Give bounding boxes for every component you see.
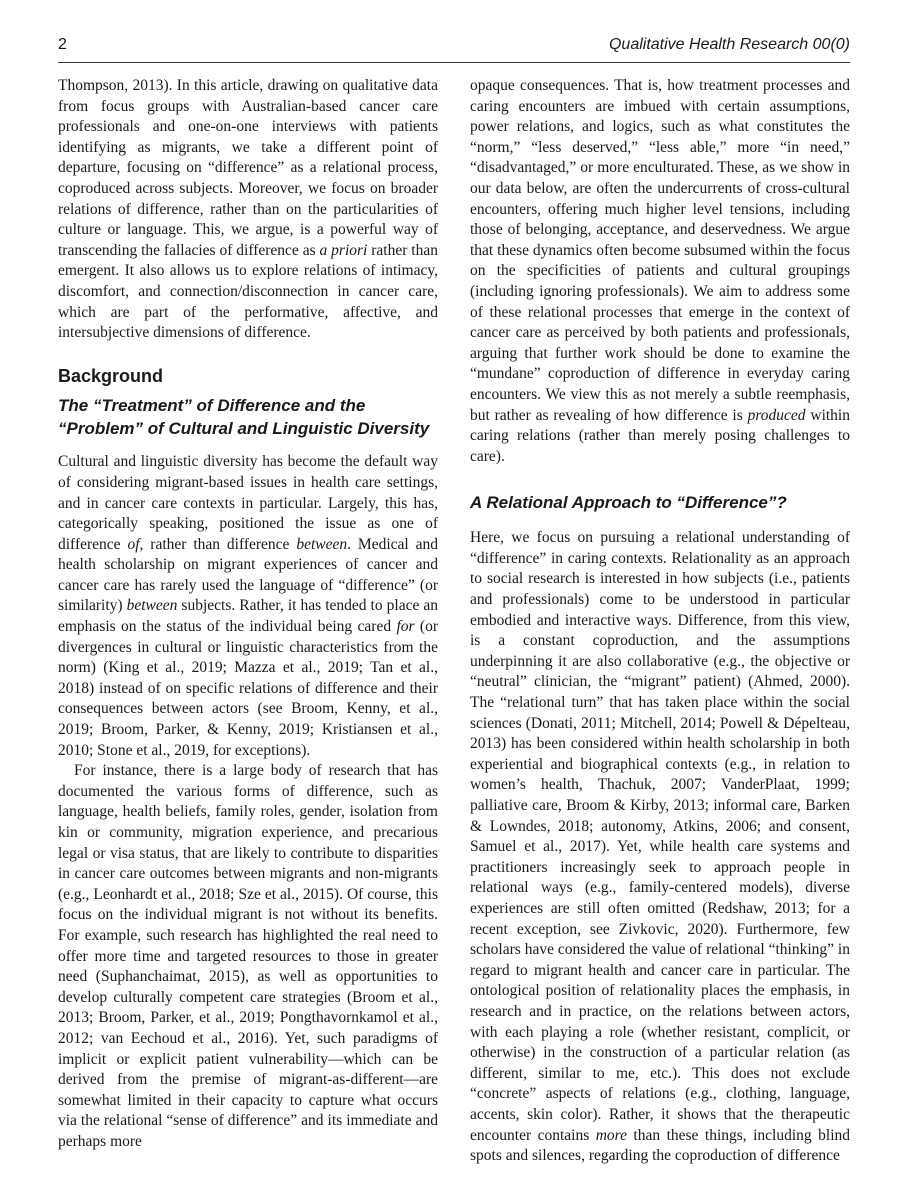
text-run: subjects. Rather, it has tended to place an emphasis on the status of the individual being cared [58, 597, 438, 636]
text-run: opaque consequences. That is, how treatment processes and caring encounters are imbued with certain assumptions, power relations, and logics, such as what constitutes the “norm,” “less deserved,” “less able,” more “in need,” “disadvantaged,” or more enculturated. These, as we show in our data below, are often the undercurrents of cross-cultural encounters, offering much higher level tensions, including those of belonging, acceptance, and deservedness. We argue that these dynamics often become subsumed within the focus on the specificities of patients and cultural groupings (including ignoring professionals). We aim to address some of these relational processes that emerge in the context of cancer care as perceived by both patients and professionals, arguing that further work should be done to examine the “mundane” coproduction of difference in everyday caring encounters. We view this as not merely a subtle reemphasis, but rather as revealing of how difference is [470, 77, 850, 424]
paragraph [58, 452, 438, 761]
italic-text-run: of [127, 535, 140, 553]
text-run: For instance, there is a large body of research that has documented the various forms of difference, such as language, health beliefs, family roles, gender, isolation from kin or community, migration experience, and precarious legal or visa status, that are likely to contribute to disparities in cancer care outcomes between migrants and non-migrants (e.g., Leonhardt et al., 2018; Sze et al., 2015). Of course, this focus on the individual migrant is not without its benefits. For example, such research has highlighted the real need to offer more time and targeted resources to those in greater need (Suphanchaimat, 2015), as well as opportunities to develop culturally competent care strategies (Broom et al., 2013; Broom, Parker, et al., 2019; Pongthavornkamol et al., 2012; van Eechoud et al., 2016). Yet, such paradigms of implicit or explicit patient vulnerability—which can be derived from the premise of migrant-as-different—are somewhat limited in their capacity to capture what occurs via the relational “sense of difference” and its immediate and perhaps more [58, 762, 438, 1150]
header-rule [58, 62, 850, 63]
journal-title: Qualitative Health Research 00(0) [608, 36, 850, 53]
subsection-heading: A Relational Approach to “Difference”? [470, 493, 787, 513]
text-run: than these things, including blind spots and silences, regarding the coproduction of difference [470, 1126, 850, 1165]
left-column [58, 76, 438, 1153]
paragraph [470, 76, 850, 467]
italic-text-run: produced [747, 406, 806, 424]
italic-text-run: between [296, 535, 348, 553]
subsection-heading: The “Treatment” of Difference and the “Problem” of Cultural and Linguistic Diversity [58, 396, 430, 439]
italic-text-run: for [396, 618, 415, 636]
italic-text-run: between [126, 597, 178, 615]
text-run: Here, we focus on pursuing a relational understanding of “difference” in caring contexts. Relationality as an approach to social research is interested in how subjects (i.e., patients and professionals) come to be understood in particular embodied and interactive ways. Difference, from this view, is a constant coproduction, and the assumptions underpinning it are also collaborative (e.g., the objective or “neutral” clinician, the “migrant” patient) (Ahmed, 2000). The “relational turn” that has taken place within the social sciences (Donati, 2011; Mitchell, 2014; Powell & Dépelteau, 2013) has been considered within health scholarship in both experiential and biographical contexts (e.g., in relation to women’s health, Thachuk, 2007; VanderPlaat, 1999; palliative care, Broom & Kirby, 2013; informal care, Barken & Lowndes, 2018; autonomy, Atkins, 2006; and consent, Samuel et al., 2017). Yet, while health care systems and practitioners increasingly seek to approach people in relational ways (e.g., family-centered models), diverse experiences are still often omitted (Redshaw, 2013; for a recent exception, see Zivkovic, 2020). Furthermore, few scholars have considered the value of relational “thinking” in regard to migrant health and cancer care in particular. The ontological position of relationality places the emphasis, in research and in practice, on the relations between actors, with each playing a role (whether resistant, complicit, or otherwise) in the construction of a particular relation (as different, similar to me, etc.). This does not exclude “concrete” aspects of relations (e.g., clothing, language, accents, skin color). Rather, it shows that the therapeutic encounter contains [470, 529, 850, 1144]
paragraph [58, 761, 438, 1152]
section-heading: Background [58, 365, 164, 386]
page-number: 2 [58, 36, 67, 53]
running-header [58, 36, 850, 60]
text-run: Thompson, 2013). In this article, drawing on qualitative data from focus groups with Australian-based cancer care professionals and one-on-one interviews with patients identifying as migrants, we take a different point of departure, focusing on “difference” as a relational process, coproduced across subjects. Moreover, we focus on broader relations of difference, rather than on the particularities of culture or language. This, we argue, is a powerful way of transcending the fallacies of difference as [58, 77, 438, 259]
paragraph [58, 76, 438, 344]
text-run: , rather than difference [139, 535, 297, 553]
italic-text-run: a priori [319, 241, 368, 259]
text-run: Cultural and linguistic diversity has become the default way of considering migrant-based issues in health care settings, and in cancer care contexts in particular. Largely, this has, categorically speaking, positioned the issue as one of difference [58, 453, 438, 553]
text-run: (or divergences in cultural or linguistic characteristics from the norm) (King et al., 2019; Mazza et al., 2019; Tan et al., 2018) instead of on specific relations of difference and their consequences between actors (see Broom, Kenny, et al., 2019; Broom, Parker, & Kenny, 2019; Kristiansen et al., 2010; Stone et al., 2019, for exceptions). [58, 618, 438, 759]
italic-text-run: more [595, 1126, 627, 1144]
text-run: within caring relations (rather than merely posing challenges to care). [470, 406, 850, 465]
text-run: rather than emergent. It also allows us to explore relations of intimacy, discomfort, and connection/disconnection in cancer care, which are part of the performative, affective, and intersubjective dimensions of difference. [58, 241, 438, 342]
text-run: . Medical and health scholarship on migrant experiences of cancer and cancer care has rarely used the language of “difference” (or similarity) [58, 535, 439, 615]
paragraph [470, 528, 850, 1166]
right-column [470, 76, 850, 1167]
